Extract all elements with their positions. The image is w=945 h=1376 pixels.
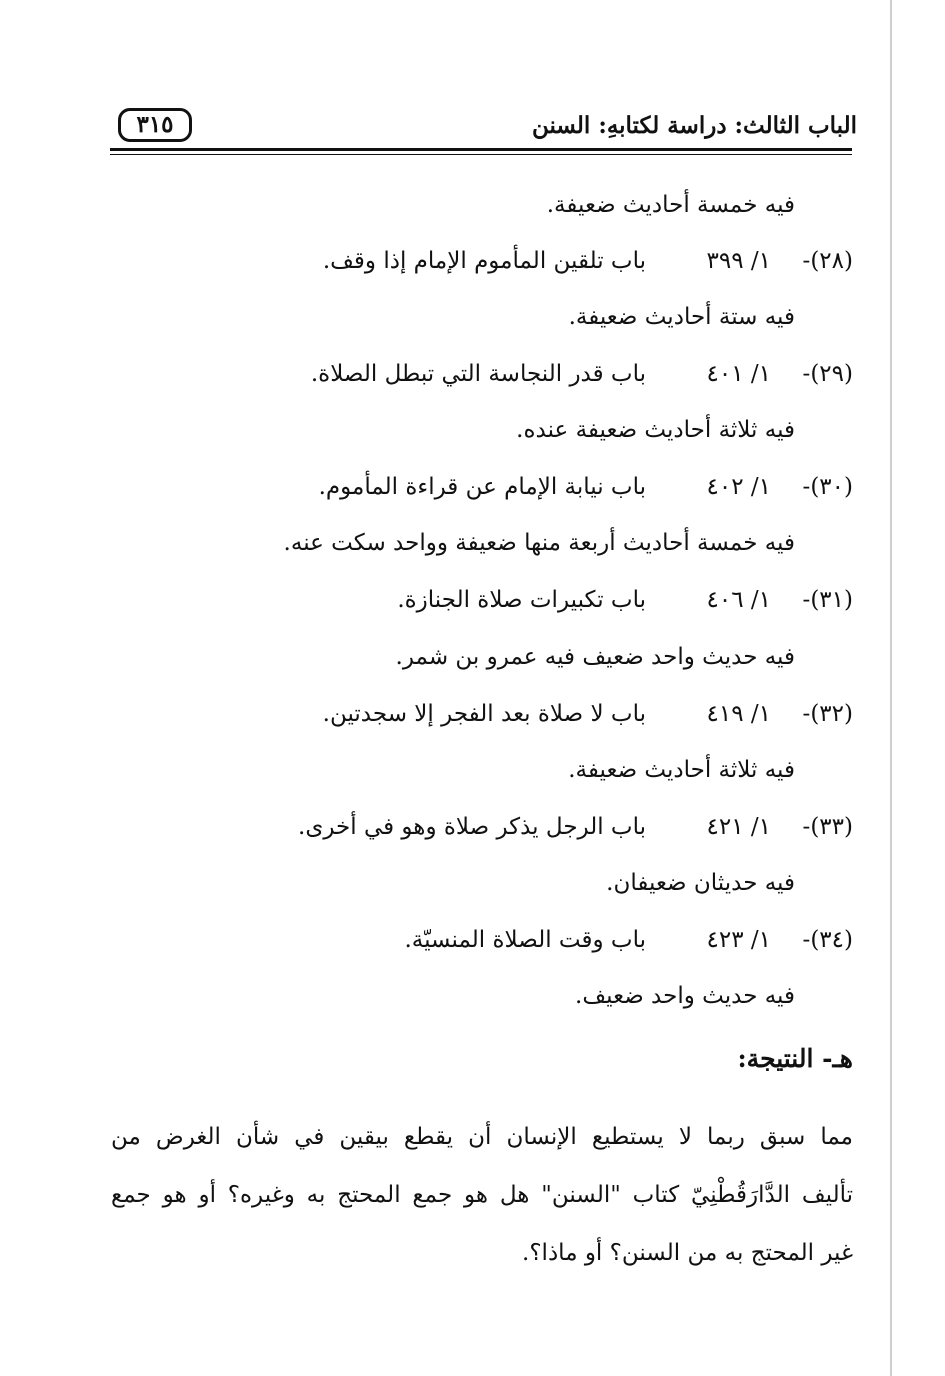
paragraph-line: تأليف الدَّارَقُطْنِيّ كتاب "السنن" هل هو جمع المحتج به وغيره؟ أو هو جمع <box>111 1182 853 1208</box>
entry-title: باب لا صلاة بعد الفجر إلا سجدتين. <box>322 701 646 727</box>
entry-title: باب وقت الصلاة المنسيّة. <box>404 927 646 953</box>
entry-reference: ١/ ٤٢٣ <box>706 927 771 953</box>
paragraph-line: مما سبق ربما لا يستطيع الإنسان أن يقطع بيقين في شأن الغرض من <box>111 1124 853 1150</box>
entry-title: باب نيابة الإمام عن قراءة المأموم. <box>318 474 646 500</box>
entry-title: باب الرجل يذكر صلاة وهو في أخرى. <box>298 814 646 840</box>
entry-number: (٢٩)- <box>802 361 853 387</box>
entry-reference: ١/ ٤٠٦ <box>706 587 771 613</box>
chapter-entry <box>311 357 853 391</box>
entry-reference: ١/ ٤١٩ <box>706 701 771 727</box>
hadith-count-note: فيه حديثان ضعيفان. <box>606 870 795 896</box>
chapter-entry <box>319 470 853 504</box>
header-rule-thin <box>110 154 852 155</box>
chapter-entry <box>298 810 853 844</box>
hadith-count-note: فيه ستة أحاديث ضعيفة. <box>568 304 795 330</box>
scan-edge-line <box>890 0 892 1376</box>
hadith-count-note: فيه خمسة أحاديث أربعة منها ضعيفة وواحد سكت عنه. <box>283 530 795 556</box>
hadith-count-note: فيه ثلاثة أحاديث ضعيفة عنده. <box>516 417 795 443</box>
paragraph-line: غير المحتج به من السنن؟ أو ماذا؟. <box>522 1240 853 1266</box>
entry-title: باب تلقين المأموم الإمام إذا وقف. <box>322 248 646 274</box>
entry-number: (٢٨)- <box>802 248 853 274</box>
running-title: الباب الثالث: دراسة لكتابهِ: السنن <box>531 112 857 139</box>
entry-number: (٣٢)- <box>802 701 853 727</box>
header-rule-thick <box>110 148 852 151</box>
entry-title: باب تكبيرات صلاة الجنازة. <box>397 587 646 613</box>
entry-number: (٣٣)- <box>802 814 853 840</box>
entry-number: (٣٤)- <box>802 927 853 953</box>
entry-number: (٣٠)- <box>802 474 853 500</box>
entry-reference: ١/ ٤٠٢ <box>706 474 771 500</box>
hadith-count-note: فيه ثلاثة أحاديث ضعيفة. <box>568 757 795 783</box>
hadith-count-note: فيه خمسة أحاديث ضعيفة. <box>546 192 795 218</box>
entry-number: (٣١)- <box>802 587 853 613</box>
entry-reference: ١/ ٣٩٩ <box>706 248 771 274</box>
chapter-entry <box>397 583 853 617</box>
chapter-entry <box>323 697 853 731</box>
entry-title: باب قدر النجاسة التي تبطل الصلاة. <box>310 361 646 387</box>
section-heading: هـ- النتيجة: <box>737 1044 853 1073</box>
hadith-count-note: فيه حديث واحد ضعيف فيه عمرو بن شمر. <box>395 644 795 670</box>
entry-reference: ١/ ٤٢١ <box>706 814 771 840</box>
page-number-badge: ٣١٥ <box>118 108 192 142</box>
chapter-entry <box>323 244 853 278</box>
hadith-count-note: فيه حديث واحد ضعيف. <box>575 983 795 1009</box>
entry-reference: ١/ ٤٠١ <box>706 361 771 387</box>
chapter-entry <box>404 923 853 957</box>
